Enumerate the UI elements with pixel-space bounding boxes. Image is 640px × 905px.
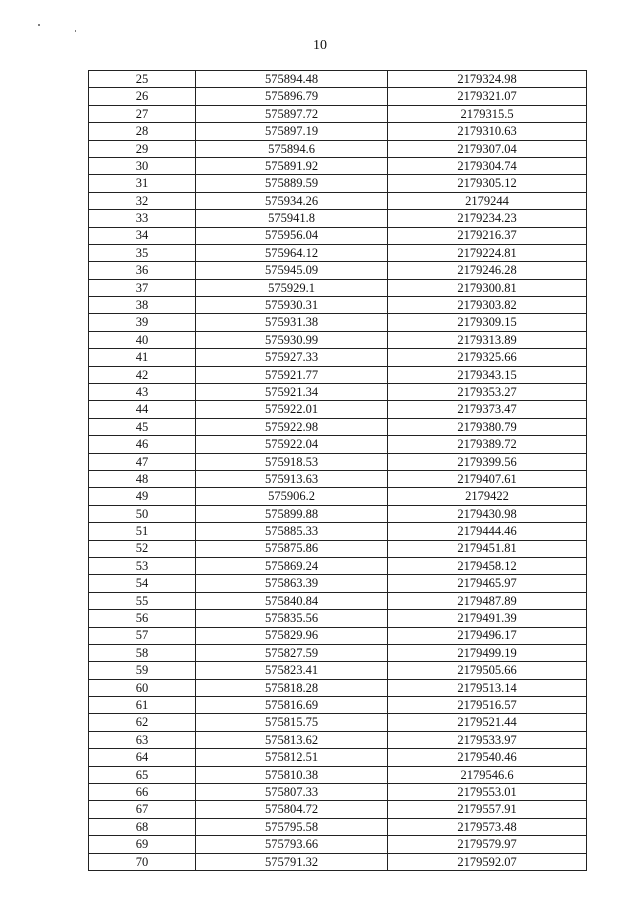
point-number-cell: 66 bbox=[89, 784, 196, 801]
x-coordinate-cell: 575930.31 bbox=[196, 297, 388, 314]
point-number-cell: 34 bbox=[89, 227, 196, 244]
x-coordinate-cell: 575894.6 bbox=[196, 140, 388, 157]
x-coordinate-cell: 575941.8 bbox=[196, 210, 388, 227]
y-coordinate-cell: 2179487.89 bbox=[388, 592, 587, 609]
table-row bbox=[89, 766, 587, 783]
x-coordinate-cell: 575896.79 bbox=[196, 88, 388, 105]
point-number-cell: 31 bbox=[89, 175, 196, 192]
table-row bbox=[89, 279, 587, 296]
x-coordinate-cell: 575827.59 bbox=[196, 644, 388, 661]
y-coordinate-cell: 2179380.79 bbox=[388, 418, 587, 435]
x-coordinate-cell: 575813.62 bbox=[196, 731, 388, 748]
y-coordinate-cell: 2179305.12 bbox=[388, 175, 587, 192]
y-coordinate-cell: 2179407.61 bbox=[388, 470, 587, 487]
table-row bbox=[89, 644, 587, 661]
x-coordinate-cell: 575918.53 bbox=[196, 453, 388, 470]
y-coordinate-cell: 2179533.97 bbox=[388, 731, 587, 748]
y-coordinate-cell: 2179444.46 bbox=[388, 523, 587, 540]
y-coordinate-cell: 2179304.74 bbox=[388, 157, 587, 174]
table-row bbox=[89, 853, 587, 870]
table-row bbox=[89, 401, 587, 418]
x-coordinate-cell: 575894.48 bbox=[196, 71, 388, 88]
point-number-cell: 69 bbox=[89, 836, 196, 853]
x-coordinate-cell: 575934.26 bbox=[196, 192, 388, 209]
x-coordinate-cell: 575815.75 bbox=[196, 714, 388, 731]
x-coordinate-cell: 575816.69 bbox=[196, 697, 388, 714]
x-coordinate-cell: 575956.04 bbox=[196, 227, 388, 244]
x-coordinate-cell: 575922.01 bbox=[196, 401, 388, 418]
y-coordinate-cell: 2179315.5 bbox=[388, 105, 587, 122]
table-row bbox=[89, 714, 587, 731]
y-coordinate-cell: 2179325.66 bbox=[388, 349, 587, 366]
point-number-cell: 60 bbox=[89, 679, 196, 696]
y-coordinate-cell: 2179389.72 bbox=[388, 436, 587, 453]
x-coordinate-cell: 575829.96 bbox=[196, 627, 388, 644]
table-row bbox=[89, 592, 587, 609]
point-number-cell: 38 bbox=[89, 297, 196, 314]
point-number-cell: 25 bbox=[89, 71, 196, 88]
point-number-cell: 53 bbox=[89, 557, 196, 574]
y-coordinate-cell: 2179546.6 bbox=[388, 766, 587, 783]
point-number-cell: 43 bbox=[89, 384, 196, 401]
table-row bbox=[89, 453, 587, 470]
table-row bbox=[89, 384, 587, 401]
table-row bbox=[89, 331, 587, 348]
x-coordinate-cell: 575964.12 bbox=[196, 244, 388, 261]
table-row bbox=[89, 314, 587, 331]
x-coordinate-cell: 575812.51 bbox=[196, 749, 388, 766]
y-coordinate-cell: 2179310.63 bbox=[388, 123, 587, 140]
point-number-cell: 26 bbox=[89, 88, 196, 105]
table-row bbox=[89, 366, 587, 383]
point-number-cell: 64 bbox=[89, 749, 196, 766]
table-row bbox=[89, 505, 587, 522]
table-row bbox=[89, 575, 587, 592]
point-number-cell: 27 bbox=[89, 105, 196, 122]
point-number-cell: 35 bbox=[89, 244, 196, 261]
point-number-cell: 49 bbox=[89, 488, 196, 505]
y-coordinate-cell: 2179557.91 bbox=[388, 801, 587, 818]
point-number-cell: 29 bbox=[89, 140, 196, 157]
point-number-cell: 56 bbox=[89, 610, 196, 627]
y-coordinate-cell: 2179579.97 bbox=[388, 836, 587, 853]
x-coordinate-cell: 575906.2 bbox=[196, 488, 388, 505]
table-row bbox=[89, 244, 587, 261]
coordinates-table-body bbox=[89, 71, 587, 871]
y-coordinate-cell: 2179343.15 bbox=[388, 366, 587, 383]
table-row bbox=[89, 349, 587, 366]
coordinates-table bbox=[88, 70, 587, 871]
table-row bbox=[89, 697, 587, 714]
x-coordinate-cell: 575921.77 bbox=[196, 366, 388, 383]
point-number-cell: 59 bbox=[89, 662, 196, 679]
page-number: 10 bbox=[313, 38, 327, 53]
table-row bbox=[89, 71, 587, 88]
x-coordinate-cell: 575885.33 bbox=[196, 523, 388, 540]
x-coordinate-cell: 575897.72 bbox=[196, 105, 388, 122]
point-number-cell: 67 bbox=[89, 801, 196, 818]
x-coordinate-cell: 575795.58 bbox=[196, 818, 388, 835]
y-coordinate-cell: 2179373.47 bbox=[388, 401, 587, 418]
x-coordinate-cell: 575922.98 bbox=[196, 418, 388, 435]
table-row bbox=[89, 262, 587, 279]
point-number-cell: 30 bbox=[89, 157, 196, 174]
point-number-cell: 65 bbox=[89, 766, 196, 783]
point-number-cell: 63 bbox=[89, 731, 196, 748]
y-coordinate-cell: 2179234.23 bbox=[388, 210, 587, 227]
table-row bbox=[89, 488, 587, 505]
point-number-cell: 54 bbox=[89, 575, 196, 592]
x-coordinate-cell: 575793.66 bbox=[196, 836, 388, 853]
point-number-cell: 48 bbox=[89, 470, 196, 487]
x-coordinate-cell: 575791.32 bbox=[196, 853, 388, 870]
point-number-cell: 62 bbox=[89, 714, 196, 731]
table-row bbox=[89, 731, 587, 748]
table-row bbox=[89, 801, 587, 818]
y-coordinate-cell: 2179491.39 bbox=[388, 610, 587, 627]
point-number-cell: 28 bbox=[89, 123, 196, 140]
table-row bbox=[89, 192, 587, 209]
y-coordinate-cell: 2179324.98 bbox=[388, 71, 587, 88]
table-row bbox=[89, 105, 587, 122]
point-number-cell: 51 bbox=[89, 523, 196, 540]
scan-speck bbox=[38, 24, 40, 26]
point-number-cell: 40 bbox=[89, 331, 196, 348]
y-coordinate-cell: 2179224.81 bbox=[388, 244, 587, 261]
x-coordinate-cell: 575889.59 bbox=[196, 175, 388, 192]
table-row bbox=[89, 157, 587, 174]
point-number-cell: 41 bbox=[89, 349, 196, 366]
table-row bbox=[89, 679, 587, 696]
table-row bbox=[89, 140, 587, 157]
point-number-cell: 36 bbox=[89, 262, 196, 279]
point-number-cell: 42 bbox=[89, 366, 196, 383]
table-row bbox=[89, 557, 587, 574]
point-number-cell: 68 bbox=[89, 818, 196, 835]
y-coordinate-cell: 2179540.46 bbox=[388, 749, 587, 766]
y-coordinate-cell: 2179309.15 bbox=[388, 314, 587, 331]
table-row bbox=[89, 470, 587, 487]
x-coordinate-cell: 575863.39 bbox=[196, 575, 388, 592]
x-coordinate-cell: 575931.38 bbox=[196, 314, 388, 331]
point-number-cell: 52 bbox=[89, 540, 196, 557]
x-coordinate-cell: 575875.86 bbox=[196, 540, 388, 557]
x-coordinate-cell: 575921.34 bbox=[196, 384, 388, 401]
point-number-cell: 50 bbox=[89, 505, 196, 522]
point-number-cell: 32 bbox=[89, 192, 196, 209]
y-coordinate-cell: 2179458.12 bbox=[388, 557, 587, 574]
y-coordinate-cell: 2179499.19 bbox=[388, 644, 587, 661]
table-row bbox=[89, 297, 587, 314]
y-coordinate-cell: 2179321.07 bbox=[388, 88, 587, 105]
y-coordinate-cell: 2179313.89 bbox=[388, 331, 587, 348]
x-coordinate-cell: 575810.38 bbox=[196, 766, 388, 783]
y-coordinate-cell: 2179521.44 bbox=[388, 714, 587, 731]
table-row bbox=[89, 436, 587, 453]
table-row bbox=[89, 540, 587, 557]
point-number-cell: 33 bbox=[89, 210, 196, 227]
table-row bbox=[89, 210, 587, 227]
point-number-cell: 57 bbox=[89, 627, 196, 644]
x-coordinate-cell: 575929.1 bbox=[196, 279, 388, 296]
y-coordinate-cell: 2179451.81 bbox=[388, 540, 587, 557]
table-row bbox=[89, 227, 587, 244]
y-coordinate-cell: 2179300.81 bbox=[388, 279, 587, 296]
table-row bbox=[89, 818, 587, 835]
table-row bbox=[89, 784, 587, 801]
table-row bbox=[89, 418, 587, 435]
x-coordinate-cell: 575897.19 bbox=[196, 123, 388, 140]
point-number-cell: 47 bbox=[89, 453, 196, 470]
table-row bbox=[89, 627, 587, 644]
y-coordinate-cell: 2179513.14 bbox=[388, 679, 587, 696]
point-number-cell: 37 bbox=[89, 279, 196, 296]
x-coordinate-cell: 575835.56 bbox=[196, 610, 388, 627]
x-coordinate-cell: 575913.63 bbox=[196, 470, 388, 487]
point-number-cell: 46 bbox=[89, 436, 196, 453]
y-coordinate-cell: 2179307.04 bbox=[388, 140, 587, 157]
x-coordinate-cell: 575818.28 bbox=[196, 679, 388, 696]
x-coordinate-cell: 575927.33 bbox=[196, 349, 388, 366]
point-number-cell: 39 bbox=[89, 314, 196, 331]
table-row bbox=[89, 88, 587, 105]
x-coordinate-cell: 575869.24 bbox=[196, 557, 388, 574]
point-number-cell: 61 bbox=[89, 697, 196, 714]
y-coordinate-cell: 2179573.48 bbox=[388, 818, 587, 835]
y-coordinate-cell: 2179505.66 bbox=[388, 662, 587, 679]
x-coordinate-cell: 575804.72 bbox=[196, 801, 388, 818]
y-coordinate-cell: 2179430.98 bbox=[388, 505, 587, 522]
x-coordinate-cell: 575823.41 bbox=[196, 662, 388, 679]
point-number-cell: 44 bbox=[89, 401, 196, 418]
y-coordinate-cell: 2179244 bbox=[388, 192, 587, 209]
y-coordinate-cell: 2179465.97 bbox=[388, 575, 587, 592]
y-coordinate-cell: 2179303.82 bbox=[388, 297, 587, 314]
x-coordinate-cell: 575807.33 bbox=[196, 784, 388, 801]
y-coordinate-cell: 2179592.07 bbox=[388, 853, 587, 870]
table-row bbox=[89, 523, 587, 540]
point-number-cell: 45 bbox=[89, 418, 196, 435]
x-coordinate-cell: 575930.99 bbox=[196, 331, 388, 348]
y-coordinate-cell: 2179496.17 bbox=[388, 627, 587, 644]
table-row bbox=[89, 123, 587, 140]
table-row bbox=[89, 175, 587, 192]
y-coordinate-cell: 2179399.56 bbox=[388, 453, 587, 470]
scan-speck bbox=[75, 30, 76, 32]
x-coordinate-cell: 575899.88 bbox=[196, 505, 388, 522]
y-coordinate-cell: 2179422 bbox=[388, 488, 587, 505]
y-coordinate-cell: 2179553.01 bbox=[388, 784, 587, 801]
y-coordinate-cell: 2179246.28 bbox=[388, 262, 587, 279]
table-row bbox=[89, 836, 587, 853]
point-number-cell: 58 bbox=[89, 644, 196, 661]
table-row bbox=[89, 610, 587, 627]
table-row bbox=[89, 662, 587, 679]
point-number-cell: 55 bbox=[89, 592, 196, 609]
x-coordinate-cell: 575891.92 bbox=[196, 157, 388, 174]
y-coordinate-cell: 2179516.57 bbox=[388, 697, 587, 714]
x-coordinate-cell: 575840.84 bbox=[196, 592, 388, 609]
y-coordinate-cell: 2179353.27 bbox=[388, 384, 587, 401]
y-coordinate-cell: 2179216.37 bbox=[388, 227, 587, 244]
x-coordinate-cell: 575945.09 bbox=[196, 262, 388, 279]
x-coordinate-cell: 575922.04 bbox=[196, 436, 388, 453]
point-number-cell: 70 bbox=[89, 853, 196, 870]
table-row bbox=[89, 749, 587, 766]
